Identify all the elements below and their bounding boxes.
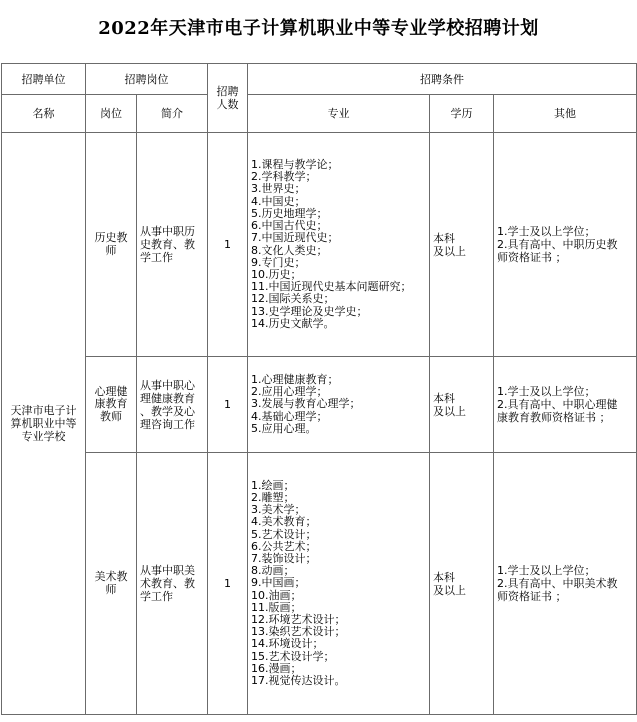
list-item: 7.装饰设计； (251, 551, 317, 565)
unit-name: 天津市电子计 算机职业中等 专业学校 (2, 133, 86, 715)
list-item: 4.基础心理学； (251, 409, 328, 423)
table-row (2, 133, 637, 357)
list-item: 9.专门史； (251, 255, 306, 269)
recruit-count: 1 (208, 133, 248, 357)
list-item: 1.绘画； (251, 478, 295, 492)
major-cell (248, 453, 430, 715)
recruit-count: 1 (208, 357, 248, 453)
other-requirement: 1.学士及以上学位； 2.具有高中、中职历史教 师资格证书 ； (494, 133, 637, 357)
major-list (248, 480, 429, 687)
major-cell (248, 133, 430, 357)
list-item: 2.学科教学； (251, 170, 317, 184)
other-requirement: 1.学士及以上学位； 2.具有高中、中职心理健 康教育教师资格证书 ； (494, 357, 637, 453)
page-title: 2022年天津市电子计算机职业中等专业学校招聘计划 (98, 18, 539, 39)
recruitment-table (1, 63, 637, 715)
post-name: 美术教 师 (86, 453, 137, 715)
major-list (248, 374, 429, 435)
list-item: 2.雕塑； (251, 490, 295, 504)
list-item: 13.染织艺术设计； (251, 625, 346, 639)
list-item: 6.中国古代史； (251, 219, 328, 233)
list-item: 8.动画； (251, 564, 295, 578)
list-item: 10.历史； (251, 267, 302, 281)
header-post: 岗位 (86, 95, 137, 133)
header-education: 学历 (430, 95, 494, 133)
header-other: 其他 (494, 95, 637, 133)
header-count: 招聘 人数 (208, 64, 248, 133)
list-item: 16.漫画； (251, 661, 302, 675)
list-item: 12.环境艺术设计； (251, 613, 346, 626)
major-cell (248, 357, 430, 453)
header-unit-group: 招聘单位 (2, 64, 86, 95)
post-intro: 从事中职美 术教育、教 学工作 (137, 453, 208, 715)
post-name: 历史教 师 (86, 133, 137, 357)
education-requirement: 本科 及以上 (430, 133, 494, 357)
education-requirement: 本科 及以上 (430, 453, 494, 715)
list-item: 13.史学理论及史学史； (251, 304, 368, 318)
header-row-1 (2, 64, 637, 95)
post-intro: 从事中职心 理健康教育 、教学及心 理咨询工作 (137, 357, 208, 453)
list-item: 3.美术学； (251, 503, 306, 517)
other-requirement: 1.学士及以上学位； 2.具有高中、中职美术教 师资格证书 ； (494, 453, 637, 715)
list-item: 15.艺术设计学； (251, 649, 335, 663)
list-item: 14.历史文献学。 (251, 316, 335, 330)
list-item: 3.世界史； (251, 182, 306, 196)
list-item: 12.国际关系史； (251, 292, 335, 306)
table-row (2, 357, 637, 453)
header-post-group: 招聘岗位 (86, 64, 208, 95)
header-intro: 简介 (137, 95, 208, 133)
header-row-2 (2, 95, 637, 133)
post-name: 心理健 康教育 教师 (86, 357, 137, 453)
list-item: 2.应用心理学； (251, 385, 328, 399)
list-item: 8.文化人类史； (251, 243, 328, 257)
list-item: 1.心理健康教育； (251, 372, 339, 386)
table-row (2, 453, 637, 715)
list-item: 4.中国史； (251, 194, 306, 208)
list-item: 4.美术教育； (251, 515, 317, 529)
list-item: 6.公共艺术； (251, 539, 317, 553)
list-item: 17.视觉传达设计。 (251, 674, 346, 688)
list-item: 5.艺术设计； (251, 527, 317, 541)
list-item: 1.课程与教学论； (251, 158, 339, 172)
list-item: 14.环境设计； (251, 637, 324, 651)
recruit-count: 1 (208, 453, 248, 715)
list-item: 3.发展与教育心理学； (251, 397, 361, 411)
education-requirement: 本科 及以上 (430, 357, 494, 453)
major-list (248, 159, 429, 330)
list-item: 7.中国近现代史； (251, 231, 339, 245)
header-condition-group: 招聘条件 (248, 64, 637, 95)
list-item: 5.应用心理。 (251, 421, 317, 435)
list-item: 5.历史地理学； (251, 206, 328, 220)
list-item: 11.版画； (251, 600, 302, 614)
header-major: 专业 (248, 95, 430, 133)
list-item: 9.中国画； (251, 576, 306, 590)
post-intro: 从事中职历 史教育、教 学工作 (137, 133, 208, 357)
list-item: 11.中国近现代史基本问题研究； (251, 280, 412, 294)
header-name: 名称 (2, 95, 86, 133)
list-item: 10.油画； (251, 588, 302, 602)
